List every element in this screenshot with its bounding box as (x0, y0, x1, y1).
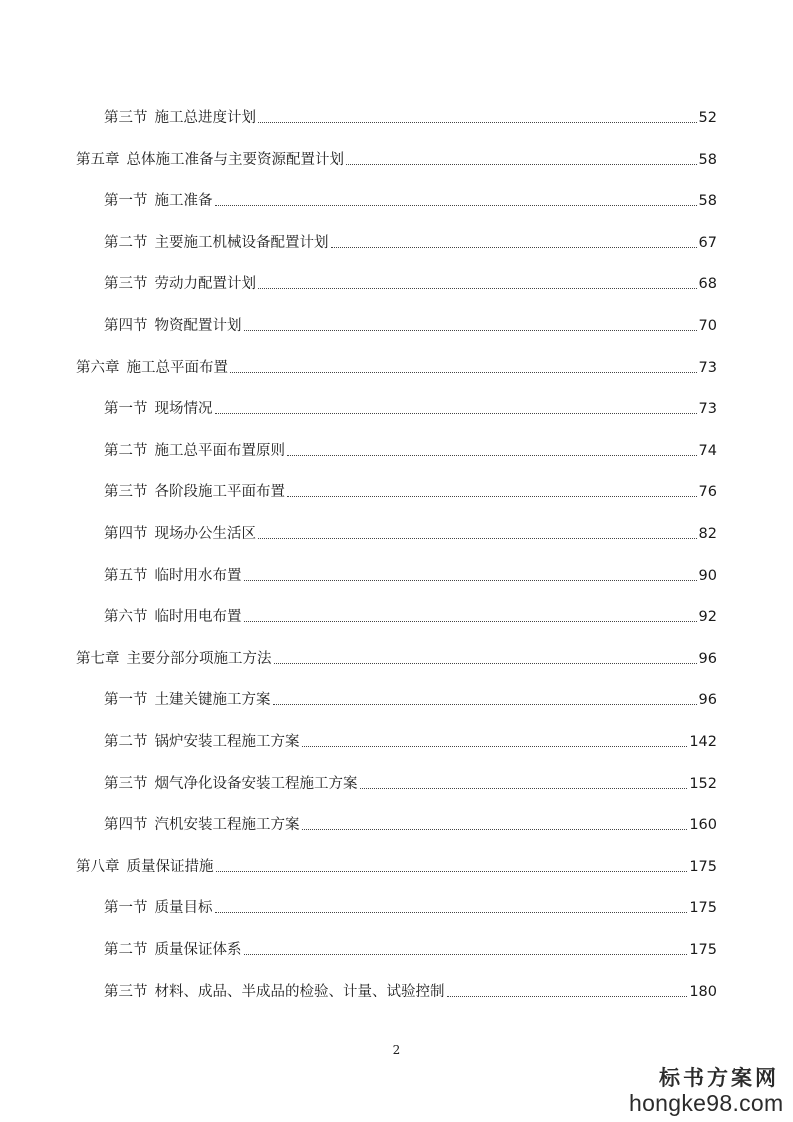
toc-entry-title: 质量目标 (154, 900, 213, 916)
toc-section-entry[interactable] (104, 770, 717, 794)
toc-entry-number: 第一节 (104, 193, 148, 209)
toc-dot-leader (287, 455, 697, 456)
toc-entry-title: 土建关键施工方案 (154, 692, 271, 708)
toc-entry-title: 现场情况 (154, 401, 213, 417)
toc-entry-number: 第三节 (104, 276, 148, 292)
toc-section-entry[interactable] (104, 603, 717, 627)
toc-entry-number: 第五章 (76, 152, 120, 168)
toc-entry-page: 73 (698, 360, 717, 376)
toc-entry-number: 第五节 (104, 568, 148, 584)
toc-section-entry[interactable] (104, 104, 717, 128)
toc-chapter-entry[interactable] (76, 645, 717, 669)
toc-dot-leader (215, 413, 697, 414)
toc-dot-leader (244, 580, 697, 581)
toc-entry-number: 第一节 (104, 900, 148, 916)
toc-entry-page: 175 (689, 900, 717, 916)
toc-entry-number: 第三节 (104, 984, 148, 1000)
toc-entry-title: 质量保证体系 (154, 942, 242, 958)
toc-section-entry[interactable] (104, 520, 717, 544)
toc-dot-leader (216, 871, 688, 872)
page-number: 2 (392, 1043, 401, 1057)
toc-section-entry[interactable] (104, 728, 717, 752)
toc-entry-number: 第二节 (104, 443, 148, 459)
toc-dot-leader (244, 621, 697, 622)
toc-entry-title: 临时用电布置 (154, 609, 242, 625)
toc-entry-page: 180 (689, 984, 717, 1000)
toc-entry-page: 175 (689, 859, 717, 875)
toc-entry-title: 烟气净化设备安装工程施工方案 (154, 776, 358, 792)
toc-section-entry[interactable] (104, 686, 717, 710)
toc-entry-page: 74 (698, 443, 717, 459)
toc-entry-number: 第二节 (104, 235, 148, 251)
toc-entry-page: 90 (698, 568, 717, 584)
toc-chapter-entry[interactable] (76, 146, 717, 170)
toc-entry-page: 92 (698, 609, 717, 625)
toc-section-entry[interactable] (104, 978, 717, 1002)
toc-entry-title: 各阶段施工平面布置 (154, 484, 285, 500)
watermark-name: 标书方案网 (659, 1065, 779, 1090)
toc-section-entry[interactable] (104, 936, 717, 960)
toc-section-entry[interactable] (104, 395, 717, 419)
toc-dot-leader (215, 205, 697, 206)
toc-entry-number: 第八章 (76, 859, 120, 875)
toc-entry-title: 锅炉安装工程施工方案 (154, 734, 300, 750)
toc-entry-number: 第六节 (104, 609, 148, 625)
toc-section-entry[interactable] (104, 270, 717, 294)
toc-entry-page: 67 (698, 235, 717, 251)
toc-dot-leader (360, 788, 688, 789)
toc-dot-leader (258, 538, 697, 539)
toc-dot-leader (258, 288, 697, 289)
toc-entry-number: 第四节 (104, 526, 148, 542)
toc-entry-page: 76 (698, 484, 717, 500)
toc-entry-number: 第一节 (104, 692, 148, 708)
toc-entry-page: 73 (698, 401, 717, 417)
toc-dot-leader (302, 746, 688, 747)
toc-entry-number: 第二节 (104, 942, 148, 958)
toc-dot-leader (230, 372, 697, 373)
toc-dot-leader (244, 954, 688, 955)
toc-section-entry[interactable] (104, 811, 717, 835)
toc-dot-leader (447, 996, 688, 997)
toc-entry-title: 施工准备 (154, 193, 213, 209)
toc-chapter-entry[interactable] (76, 354, 717, 378)
toc-entry-number: 第四节 (104, 318, 148, 334)
toc-dot-leader (274, 663, 697, 664)
toc-entry-title: 质量保证措施 (126, 859, 214, 875)
toc-entry-page: 152 (689, 776, 717, 792)
toc-entry-title: 汽机安装工程施工方案 (154, 817, 300, 833)
toc-entry-number: 第四节 (104, 817, 148, 833)
toc-section-entry[interactable] (104, 562, 717, 586)
toc-entry-page: 82 (698, 526, 717, 542)
toc-entry-page: 96 (698, 651, 717, 667)
toc-entry-number: 第三节 (104, 776, 148, 792)
toc-entry-page: 70 (698, 318, 717, 334)
toc-dot-leader (302, 829, 688, 830)
toc-entry-number: 第一节 (104, 401, 148, 417)
toc-entry-number: 第二节 (104, 734, 148, 750)
toc-entry-title: 施工总平面布置 (126, 360, 228, 376)
toc-entry-title: 临时用水布置 (154, 568, 242, 584)
toc-entry-number: 第六章 (76, 360, 120, 376)
toc-entry-title: 总体施工准备与主要资源配置计划 (126, 152, 344, 168)
toc-dot-leader (346, 164, 697, 165)
toc-dot-leader (287, 496, 697, 497)
toc-dot-leader (258, 122, 697, 123)
toc-dot-leader (331, 247, 697, 248)
toc-entry-title: 施工总平面布置原则 (154, 443, 285, 459)
toc-entry-page: 160 (689, 817, 717, 833)
watermark-url: hongke98.com (629, 1090, 784, 1116)
toc-entry-title: 劳动力配置计划 (154, 276, 256, 292)
toc-entry-title: 施工总进度计划 (154, 110, 256, 126)
watermark (629, 1065, 784, 1116)
toc-entry-page: 68 (698, 276, 717, 292)
toc-entry-page: 142 (689, 734, 717, 750)
toc-section-entry[interactable] (104, 894, 717, 918)
toc-entry-number: 第七章 (76, 651, 120, 667)
toc-entry-title: 现场办公生活区 (154, 526, 256, 542)
toc-section-entry[interactable] (104, 478, 717, 502)
toc-section-entry[interactable] (104, 187, 717, 211)
toc-entry-page: 96 (698, 692, 717, 708)
toc-entry-page: 52 (698, 110, 717, 126)
toc-section-entry[interactable] (104, 437, 717, 461)
toc-entry-number: 第三节 (104, 484, 148, 500)
toc-entry-number: 第三节 (104, 110, 148, 126)
toc-dot-leader (244, 330, 697, 331)
toc-section-entry[interactable] (104, 312, 717, 336)
toc-entry-title: 主要施工机械设备配置计划 (154, 235, 329, 251)
toc-chapter-entry[interactable] (76, 853, 717, 877)
toc-entry-page: 175 (689, 942, 717, 958)
toc-entry-title: 主要分部分项施工方法 (126, 651, 272, 667)
toc-section-entry[interactable] (104, 229, 717, 253)
toc-entry-title: 材料、成品、半成品的检验、计量、试验控制 (154, 984, 445, 1000)
toc-entry-page: 58 (698, 193, 717, 209)
toc-dot-leader (273, 704, 697, 705)
toc-dot-leader (215, 912, 688, 913)
toc-entry-page: 58 (698, 152, 717, 168)
toc-entry-title: 物资配置计划 (154, 318, 242, 334)
